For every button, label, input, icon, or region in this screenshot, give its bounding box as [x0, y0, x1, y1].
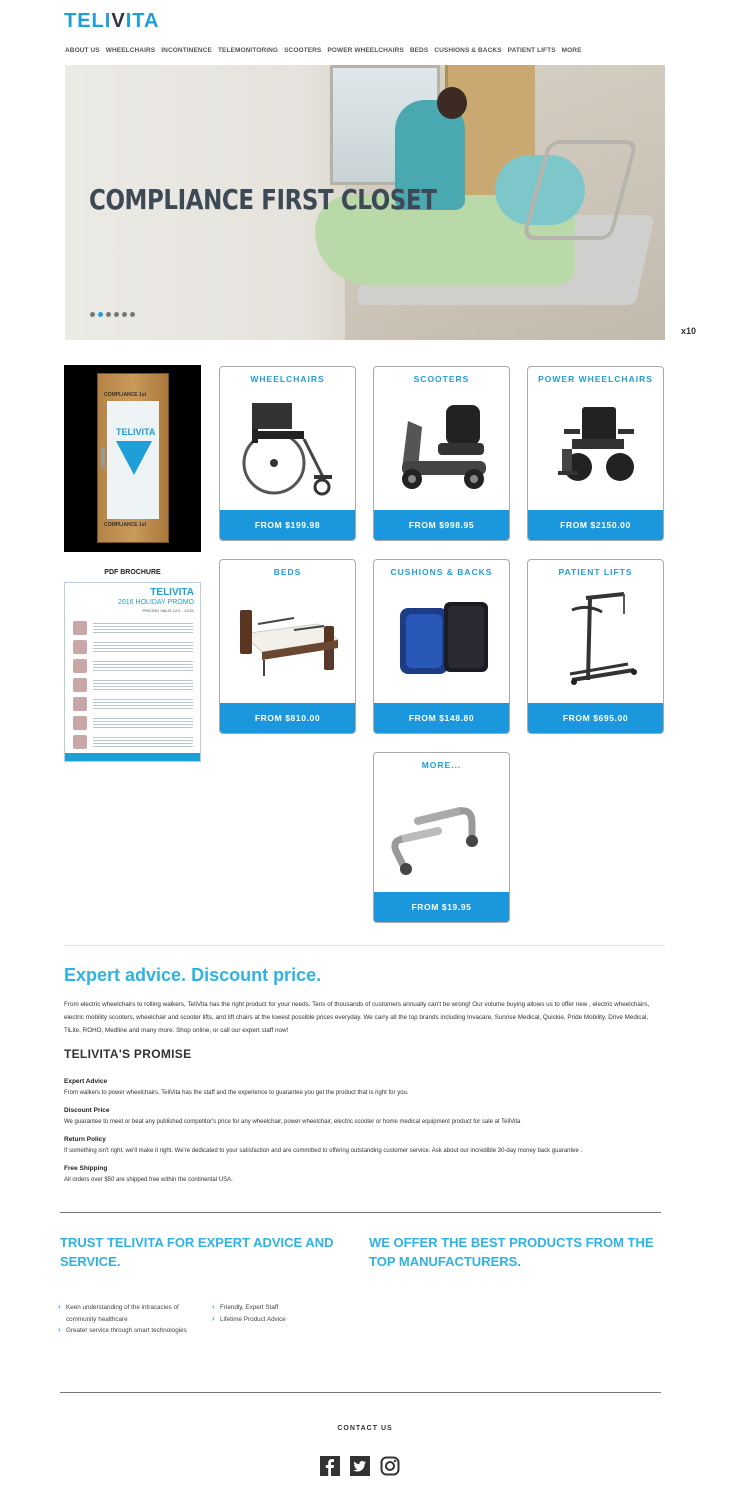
product-card-wheelchairs[interactable]	[219, 366, 356, 541]
product-card-power-wheelchairs[interactable]	[527, 366, 664, 541]
brochure-product-thumb	[73, 678, 87, 692]
nav-about-us[interactable]: ABOUT US	[65, 47, 100, 54]
nav-patient-lifts[interactable]: PATIENT LIFTS	[507, 47, 556, 54]
scooter-icon	[388, 391, 496, 501]
brochure-product-thumb	[73, 621, 87, 635]
product-card-title: CUSHIONS & BACKS	[390, 567, 493, 577]
hero-title: COMPLIANCE FIRST CLOSET	[89, 183, 437, 216]
slider-dots	[90, 312, 135, 317]
product-card-beds[interactable]	[219, 559, 356, 734]
expert-body: From electric wheelchairs to rolling walkers, TeliVita has the right product for your needs. Tens of thousands of customers annually can't be wrong! Our volume buying allows us to offer new , electric wheelchairs, electric mobility scooters, wheelchair and scooter lifts, and lift chairs at the lowest possible prices everyday. We carry all the top brands including Invacare, Sunrise Medical, Quickie, Pride Mobility, Drive Medical, TiLite, ROHO, Medline and many more. Shop online, or call our expert staff now!	[64, 1001, 650, 1034]
expert-heading: Expert advice. Discount price.	[64, 965, 322, 985]
brochure-product-thumb	[73, 716, 87, 730]
brochure-subheading: 2016 HOLIDAY PROMO	[118, 599, 194, 606]
promise-title: Discount Price	[64, 1107, 110, 1114]
slider-dot[interactable]	[106, 312, 111, 317]
closet-top-label: COMPLIANCE 1st	[104, 392, 147, 398]
nav-incontinence[interactable]: INCONTINENCE	[161, 47, 212, 54]
slider-dot-active[interactable]	[98, 312, 103, 317]
twitter-icon[interactable]	[350, 1456, 370, 1476]
bed-icon	[234, 584, 342, 694]
nav-beds[interactable]: BEDS	[409, 47, 429, 54]
nav-cushions-backs[interactable]: CUSHIONS & BACKS	[434, 47, 502, 54]
nav-power-wheelchairs[interactable]: POWER WHEELCHAIRS	[327, 47, 404, 54]
logo-v: V	[111, 10, 126, 32]
power-wheelchair-icon	[542, 391, 650, 501]
slider-dot[interactable]	[122, 312, 127, 317]
main-nav	[65, 47, 588, 54]
product-card-price: FROM $998.95	[374, 510, 509, 540]
product-card-title: POWER WHEELCHAIRS	[538, 374, 653, 384]
slider-dot[interactable]	[90, 312, 95, 317]
promise-text: From walkers to power wheelchairs, TeliVita has the staff and the experience to guarantee you get the product that is right for you.	[64, 1090, 409, 1096]
hero-counter: x10	[681, 326, 697, 336]
product-card-price: FROM $19.95	[374, 892, 509, 922]
product-card-title: WHEELCHAIRS	[250, 374, 325, 384]
section-rule	[60, 1392, 661, 1393]
promise-title: Return Policy	[64, 1136, 106, 1143]
promise-text: If something isn't right, we'll make it right. We're dedicated to your satisfaction and are committed to offering outstanding customer service. Ask about our incredible 30-day money back guarantee .	[64, 1148, 583, 1154]
wheelchair-icon	[234, 391, 342, 501]
facebook-icon[interactable]	[320, 1456, 340, 1476]
contact-us-link[interactable]: CONTACT US	[337, 1425, 393, 1432]
list-item: › Keen understanding of the intracacies of community healthcare	[58, 1302, 198, 1325]
parts-icon	[388, 777, 496, 887]
product-card-cushions-backs[interactable]	[373, 559, 510, 734]
instagram-icon[interactable]	[380, 1456, 400, 1476]
product-card-more[interactable]	[373, 752, 510, 923]
closet-handle	[101, 447, 105, 467]
section-rule	[60, 1212, 661, 1213]
closet-v-icon	[116, 441, 152, 475]
nav-wheelchairs[interactable]: WHEELCHAIRS	[105, 47, 156, 54]
product-card-price: FROM $2150.00	[528, 510, 663, 540]
hero-photo-nurse-head	[437, 87, 467, 119]
pdf-brochure[interactable]	[64, 582, 201, 762]
section-divider	[64, 945, 665, 946]
logo-text-right: ITA	[125, 10, 160, 32]
promise-title: Free Shipping	[64, 1165, 108, 1172]
patient-lift-icon	[542, 584, 650, 694]
product-card-title: BEDS	[273, 567, 302, 577]
brochure-label: PDF BROCHURE	[104, 569, 161, 576]
product-card-scooters[interactable]	[373, 366, 510, 541]
closet-logo: TELIVITA	[116, 427, 156, 437]
cushion-icon	[388, 584, 496, 694]
brochure-heading: TELIVITA	[150, 587, 194, 598]
promise-heading: TELIVITA'S PROMISE	[64, 1047, 192, 1061]
product-card-price: FROM $695.00	[528, 703, 663, 733]
hero-slider[interactable]	[65, 65, 665, 340]
trust-list-left	[58, 1302, 198, 1337]
product-card-price: FROM $148.80	[374, 703, 509, 733]
social-links	[320, 1456, 400, 1476]
product-card-title: MORE...	[421, 760, 462, 770]
nav-telemonitoring[interactable]: TELEMONITORING	[217, 47, 279, 54]
brochure-product-thumb	[73, 659, 87, 673]
list-item: › Friendly, Expert Staff	[212, 1302, 352, 1314]
compliance-closet-image[interactable]	[64, 365, 201, 552]
slider-dot[interactable]	[114, 312, 119, 317]
offer-heading: WE OFFER THE BEST PRODUCTS FROM THE TOP MANUFACTURERS.	[369, 1235, 654, 1269]
promise-text: All orders over $50 are shipped free within the continental USA.	[64, 1177, 233, 1183]
trust-heading: TRUST TELIVITA FOR EXPERT ADVICE AND SERVICE.	[60, 1235, 334, 1269]
logo-text-left: TELI	[64, 10, 112, 32]
product-card-title: SCOOTERS	[413, 374, 470, 384]
nav-more[interactable]: MORE	[561, 47, 582, 54]
promise-title: Expert Advice	[64, 1078, 108, 1085]
list-item: › Lifetime Product Advice	[212, 1314, 352, 1326]
product-card-patient-lifts[interactable]	[527, 559, 664, 734]
brochure-footer	[65, 753, 200, 761]
trust-list-right	[212, 1302, 352, 1325]
brochure-product-thumb	[73, 735, 87, 749]
nav-scooters[interactable]: SCOOTERS	[284, 47, 322, 54]
site-logo[interactable]	[64, 10, 159, 33]
product-card-price: FROM $199.98	[220, 510, 355, 540]
brochure-product-thumb	[73, 640, 87, 654]
slider-dot[interactable]	[130, 312, 135, 317]
promise-text: We guarantee to meet or beat any published competitor's price for any wheelchair, power wheelchair, electric scooter or home medical equipment product for sale at TeliVita	[64, 1119, 521, 1125]
product-card-title: PATIENT LIFTS	[558, 567, 633, 577]
list-item: › Greater service through smart technologies	[58, 1325, 198, 1337]
brochure-pricing-note: PRICING VALID 12/1 - 12/31	[142, 608, 194, 613]
product-card-price: FROM $810.00	[220, 703, 355, 733]
brochure-content	[73, 619, 193, 752]
brochure-product-thumb	[73, 697, 87, 711]
closet-bottom-label: COMPLIANCE 1st	[104, 522, 147, 528]
